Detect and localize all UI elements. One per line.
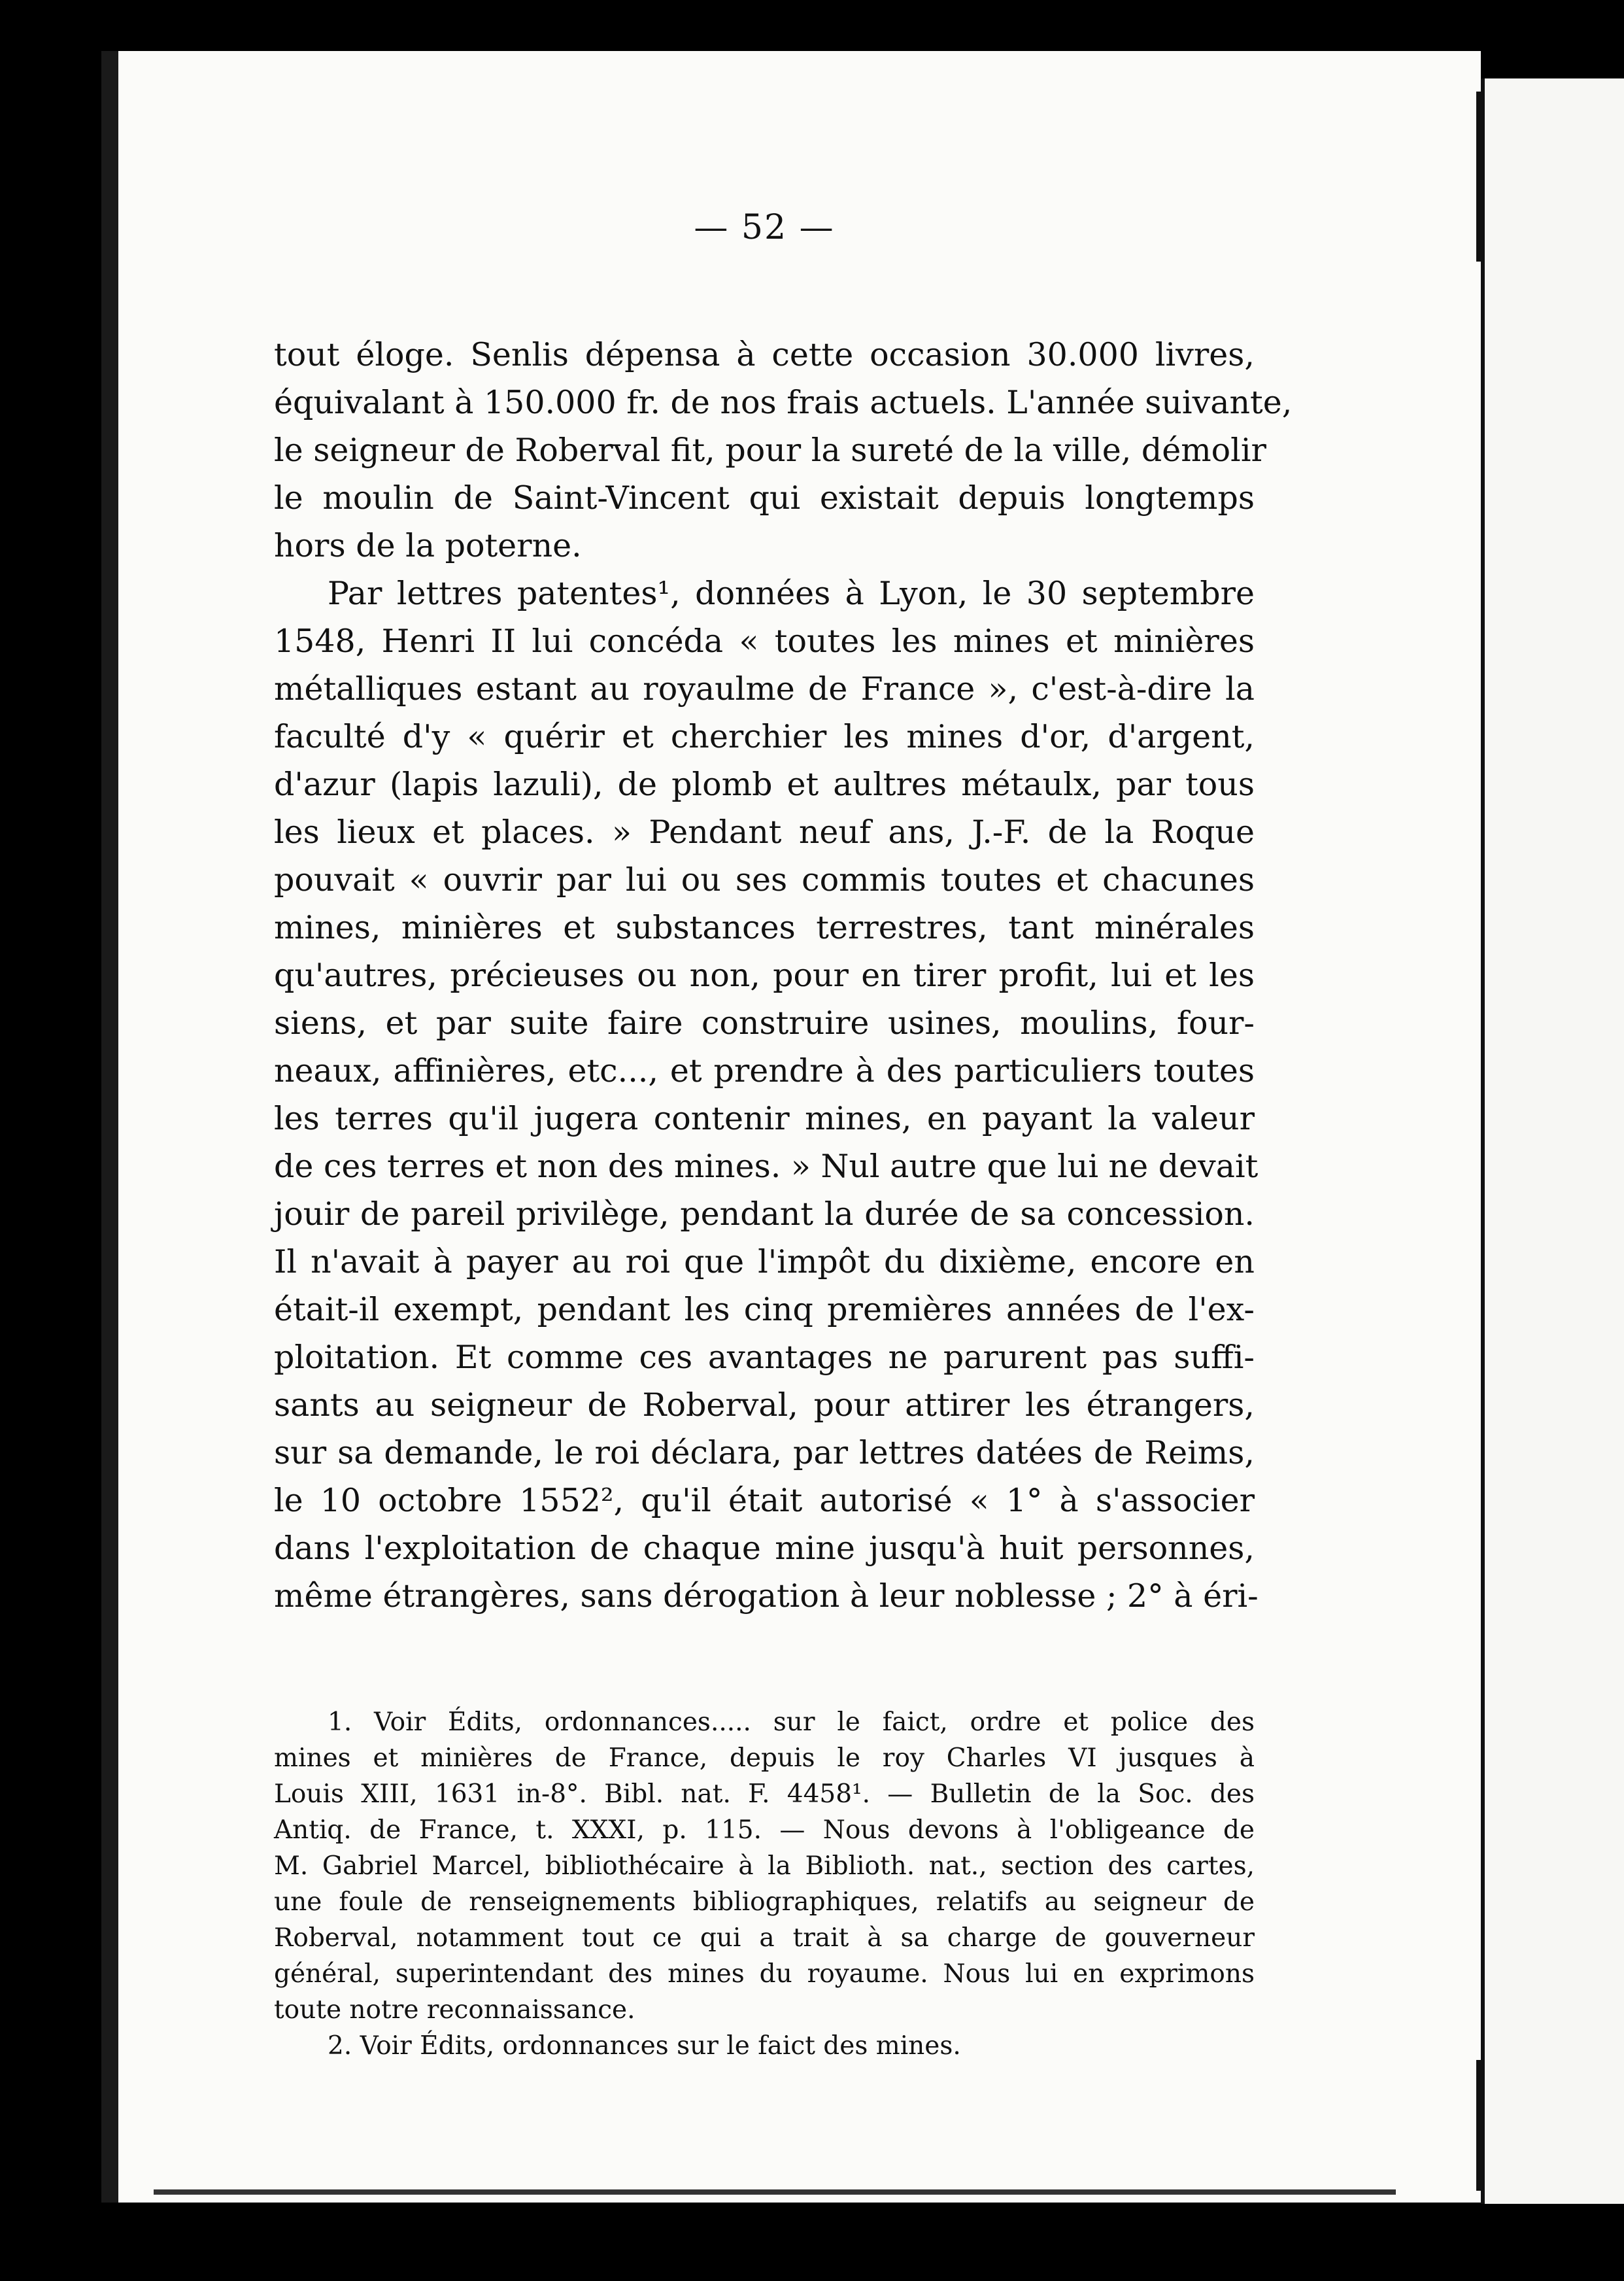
footnote-line: Antiq. de France, t. XXXI, p. 115. — Nous devons à l'obligeance de [274,1815,1255,1845]
body-line: mines, minières et substances terrestres, tant minérales [274,909,1255,946]
footnote-line: Louis XIII, 1631 in-8°. Bibl. nat. F. 4458¹. — Bulletin de la Soc. des [274,1779,1255,1809]
body-line: faculté d'y « quérir et cherchier les mines d'or, d'argent, [274,718,1255,755]
spine-shadow [1476,92,1481,262]
body-line: métalliques estant au royaulme de France », c'est-à-dire la [274,670,1255,708]
footnote-line: Roberval, notamment tout ce qui a trait à sa charge de gouverneur [274,1923,1255,1953]
footnotes [274,1704,1255,2064]
body-line: le 10 octobre 1552², qu'il était autorisé « 1° à s'associer [274,1482,1255,1519]
body-line: qu'autres, précieuses ou non, pour en tirer profit, lui et les [274,957,1255,994]
footnote-line: 2. Voir Édits, ordonnances sur le faict des mines. [328,2031,961,2061]
body-line: de ces terres et non des mines. » Nul autre que lui ne devait [274,1148,1259,1185]
body-line: Il n'avait à payer au roi que l'impôt du dixième, encore en [274,1243,1255,1280]
body-line: était-il exempt, pendant les cinq premières années de l'ex- [274,1291,1255,1328]
body-line: les terres qu'il jugera contenir mines, en payant la valeur [274,1100,1255,1137]
body-line: hors de la poterne. [274,527,582,564]
footnote-line: mines et minières de France, depuis le roy Charles VI jusques à [274,1743,1255,1773]
footnote-line: 1. Voir Édits, ordonnances..... sur le faict, ordre et police des [328,1707,1255,1737]
body-line: Par lettres patentes¹, données à Lyon, le 30 septembre [328,575,1255,612]
body-line: le moulin de Saint-Vincent qui existait depuis longtemps [274,479,1255,517]
page-number: — 52 — [694,208,835,247]
body-line: neaux, affinières, etc..., et prendre à des particuliers toutes [274,1052,1255,1089]
spine-shadow [1476,2060,1481,2191]
body-line: 1548, Henri II lui concéda « toutes les mines et minières [274,623,1255,660]
body-line: pouvait « ouvrir par lui ou ses commis toutes et chacunes [274,861,1255,899]
body-line: d'azur (lapis lazuli), de plomb et aultres métaulx, par tous [274,766,1255,803]
body-line: ploitation. Et comme ces avantages ne parurent pas suffi- [274,1339,1255,1376]
body-text [274,331,1293,1620]
body-line: tout éloge. Senlis dépensa à cette occasion 30.000 livres, [274,336,1255,373]
footnote-line: une foule de renseignements bibliographiques, relatifs au seigneur de [274,1887,1255,1917]
body-line: sur sa demande, le roi déclara, par lettres datées de Reims, [274,1434,1255,1471]
body-line: sants au seigneur de Roberval, pour attirer les étrangers, [274,1386,1255,1424]
book-page [101,51,1481,2203]
footnote-line: général, superintendant des mines du royaume. Nous lui en exprimons [274,1959,1255,1989]
body-line: siens, et par suite faire construire usines, moulins, four- [274,1004,1255,1042]
body-line: même étrangères, sans dérogation à leur noblesse ; 2° à éri- [274,1577,1259,1615]
body-line: équivalant à 150.000 fr. de nos frais actuels. L'année suivante, [274,384,1293,421]
body-line: dans l'exploitation de chaque mine jusqu'à huit personnes, [274,1530,1255,1567]
footnote-line: toute notre reconnaissance. [274,1995,635,2025]
footnote-line: M. Gabriel Marcel, bibliothécaire à la Biblioth. nat., section des cartes, [274,1851,1255,1881]
body-line: le seigneur de Roberval fit, pour la sureté de la ville, démolir [274,432,1266,469]
facing-page-edge [1481,78,1624,2204]
body-line: les lieux et places. » Pendant neuf ans, J.-F. de la Roque [274,814,1255,851]
page-bottom-edge [154,2189,1396,2195]
body-line: jouir de pareil privilège, pendant la durée de sa concession. [274,1195,1255,1233]
